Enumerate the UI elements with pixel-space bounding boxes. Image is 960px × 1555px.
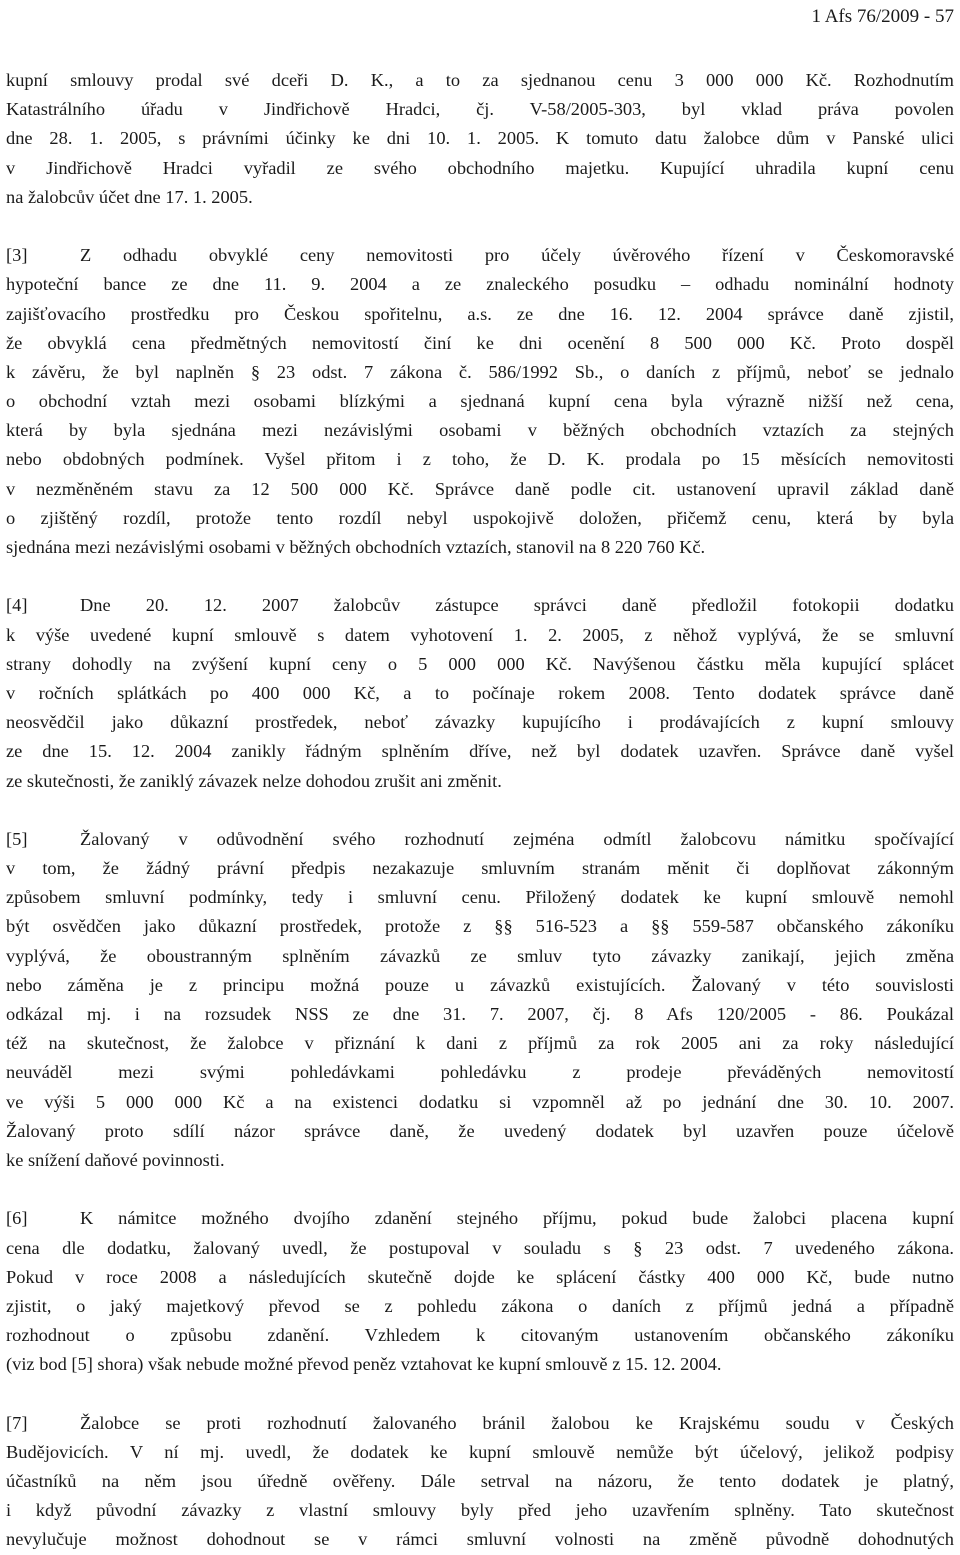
text-line: odkázal mj. i na rozsudek NSS ze dne 31. 7. 2007, čj. 8 Afs 120/2005 - 86. Poukázal (6, 1004, 954, 1024)
text-line: ve výši 5 000 000 Kč a na existenci dodatku si vzpomněl až po jednání dne 30. 10. 2007. (6, 1091, 954, 1112)
text-line: ze skutečnosti, že zaniklý závazek nelze dohodou zrušit ani změnit. (6, 770, 502, 791)
text-line: sjednána mezi nezávislými osobami v běžných obchodních vztazích, stanovil na 8 220 760 Kč. (6, 537, 706, 557)
paragraph-gap (6, 562, 954, 591)
paragraph-6 (6, 1204, 954, 1379)
text-line: též na skutečnost, že žalobce v přiznání k dani z příjmů za rok 2005 ani za roky následující (6, 1033, 954, 1054)
paragraph-number: [7] (6, 1412, 28, 1433)
paragraph-7 (6, 1409, 954, 1555)
text-line: Žalobce se proti rozhodnutí žalovaného bránil žalobou ke Krajskému soudu v Českých (80, 1412, 954, 1433)
text-line: Žalovaný proto sdílí názor správce daně, že uvedený dodatek byl uzavřen pouze účelově (6, 1120, 954, 1141)
paragraph-4 (6, 591, 954, 795)
text-line: která by byla sjednána mezi nezávislými osobami v běžných obchodních vztazích za stejných (6, 420, 954, 441)
text-line: i když původní závazky z vlastní smlouvy byly před jeho uzavřením splněny. Tato skutečnost (6, 1500, 954, 1521)
paragraph-number: [3] (6, 245, 28, 266)
paragraph-gap (6, 212, 954, 241)
document-body (6, 66, 954, 1555)
paragraph-3 (6, 241, 954, 562)
text-line: rozhodnout o způsobu zdanění. Vzhledem k citovaným ustanovením občanského zákoníku (6, 1325, 954, 1346)
text-line: v ročních splátkách po 400 000 Kč, a to počínaje rokem 2008. Tento dodatek správce daně (6, 682, 954, 703)
text-line: Dne 20. 12. 2007 žalobcův zástupce správci daně předložil fotokopii dodatku (80, 595, 954, 616)
text-line: Pokud v roce 2008 a následujících skutečně dojde ke splácení částky 400 000 Kč, bude nutno (6, 1266, 954, 1287)
text-line: hypoteční bance ze dne 11. 9. 2004 a ze znaleckého posudku – odhadu nominální hodnoty (6, 274, 954, 295)
text-line: k výše uvedené kupní smlouvě s datem vyhotovení 1. 2. 2005, z něhož vyplývá, že se smluvní (6, 624, 954, 645)
text-line: nevylučuje možnost dohodnout se v rámci smluvní volnosti na změně původně dohodnutých (6, 1529, 954, 1550)
text-line: ze dne 15. 12. 2004 zanikly řádným splněním dříve, než byl dodatek uzavřen. Správce daně vyšel (6, 741, 954, 762)
text-line: Katastrálního úřadu v Jindřichově Hradci, čj. V-58/2005-303, byl vklad práva povolen (6, 99, 954, 120)
text-line: Budějovicích. V ní mj. uvedl, že dodatek ke kupní smlouvě nemůže být účelový, jelikož podpisy (6, 1441, 954, 1462)
paragraph-number: [4] (6, 595, 28, 616)
text-line: nebo obdobných podmínek. Vyšel přitom i z toho, že D. K. prodala po 15 měsících nemovitosti (6, 449, 954, 470)
text-line: o obchodní vztah mezi osobami blízkými a sjednaná kupní cena byla výrazně nižší než cena, (6, 391, 954, 412)
paragraph-5 (6, 825, 954, 1175)
paragraph-number: [5] (6, 828, 28, 849)
text-line: k závěru, že byl naplněn § 23 odst. 7 zákona č. 586/1992 Sb., o daních z příjmů, neboť se jednalo (6, 361, 954, 382)
paragraph-number: [6] (6, 1208, 28, 1229)
text-line: v tom, že žádný právní předpis nezakazuje smluvním stranám měnit či doplňovat zákonným (6, 858, 954, 879)
text-line: kupní smlouvy prodal své dceři D. K., a to za sjednanou cenu 3 000 000 Kč. Rozhodnutím (6, 70, 954, 90)
text-line: účastníků na něm jsou úředně ověřeny. Dále setrval na názoru, že tento dodatek je platný, (6, 1471, 954, 1491)
text-line: být osvědčen jako důkazní prostředek, protože z §§ 516-523 a §§ 559-587 občanského zákoníku (6, 916, 954, 937)
text-line: o zjištěný rozdíl, protože tento rozdíl nebyl uspokojivě doložen, přičemž cenu, která by byla (6, 507, 954, 528)
text-line: neuváděl mezi svými pohledávkami pohledávku z prodeje převáděných nemovitostí (6, 1062, 954, 1083)
paragraph-gap (6, 1175, 954, 1204)
text-line: způsobem smluvní podmínky, tedy i smluvní cenu. Přiložený dodatek ke kupní smlouvě nemohl (6, 887, 954, 908)
paragraph-2-continuation (6, 66, 954, 212)
paragraph-gap (6, 796, 954, 825)
text-line: (viz bod [5] shora) však nebude možné převod peněz vztahovat ke kupní smlouvě z 15. 12. 2004. (6, 1354, 722, 1375)
paragraph-gap (6, 1379, 954, 1408)
text-line: vyplývá, že oboustranným splněním závazků ze smluv tyto závazky zanikají, jejich změna (6, 945, 954, 966)
text-line: v nezměněném stavu za 12 500 000 Kč. Správce daně podle cit. ustanovení upravil základ daně (6, 478, 954, 499)
text-line: zajišťovacího prostředku pro Českou spořitelnu, a.s. ze dne 16. 12. 2004 správce daně zjistil, (6, 303, 954, 324)
text-line: zjistit, o jaký majetkový převod se z pohledu zákona o daních z příjmů jedná a případně (6, 1295, 954, 1316)
page-reference: 1 Afs 76/2009 - 57 (811, 6, 954, 27)
text-line: ke snížení daňové povinnosti. (6, 1149, 225, 1170)
text-line: strany dohodly na zvýšení kupní ceny o 5 000 000 Kč. Navýšenou částku měla kupující splácet (6, 653, 954, 674)
text-line: cena dle dodatku, žalovaný uvedl, že postupoval v souladu s § 23 odst. 7 uvedeného zákona. (6, 1237, 954, 1258)
text-line: nebo záměna je z principu možná pouze u závazků existujících. Žalovaný v této souvislosti (6, 974, 954, 995)
text-line: neosvědčil jako důkazní prostředek, neboť závazky kupujícího i prodávajících z kupní smlouvy (6, 712, 954, 733)
text-line: Žalovaný v odůvodnění svého rozhodnutí zejména odmítl žalobcovu námitku spočívající (80, 828, 954, 849)
text-line: K námitce možného dvojího zdanění stejného příjmu, pokud bude žalobci placena kupní (80, 1208, 954, 1229)
text-line: že obvyklá cena předmětných nemovitostí činí ke dni ocenění 8 500 000 Kč. Proto dospěl (6, 332, 954, 353)
text-line: na žalobcův účet dne 17. 1. 2005. (6, 186, 253, 207)
text-line: dne 28. 1. 2005, s právními účinky ke dni 10. 1. 2005. K tomuto datu žalobce dům v Panské ulici (6, 128, 954, 149)
text-line: v Jindřichově Hradci vyřadil ze svého obchodního majetku. Kupující uhradila kupní cenu (6, 157, 954, 178)
text-line: Z odhadu obvyklé ceny nemovitosti pro účely úvěrového řízení v Českomoravské (80, 245, 954, 266)
